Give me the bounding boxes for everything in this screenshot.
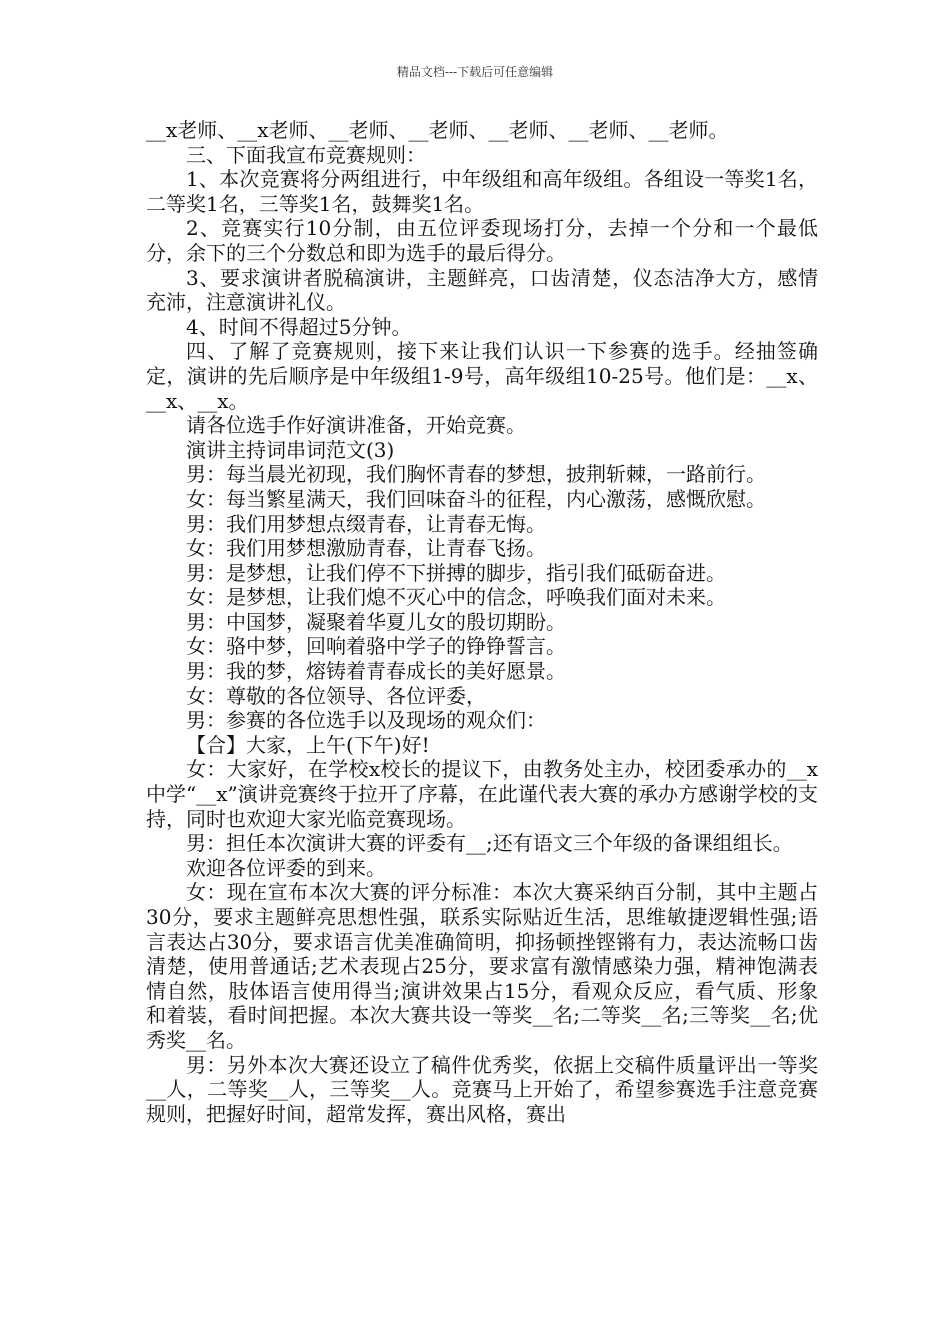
document-body xyxy=(146,118,818,1126)
paragraph: 女：骆中梦，回响着骆中学子的铮铮誓言。 xyxy=(186,634,566,659)
paragraph: 女：我们用梦想激励青春，让青春飞扬。 xyxy=(186,536,546,561)
paragraph: 4、时间不得超过5分钟。 xyxy=(186,314,412,339)
paragraph: 1、本次竞赛将分两组进行，中年级组和高年级组。各组设一等奖1名，二等奖1名，三等奖1名，鼓舞奖1名。 xyxy=(146,167,818,216)
paragraph: 欢迎各位评委的到来。 xyxy=(186,855,386,880)
paragraph: 男：中国梦，凝聚着华夏儿女的殷切期盼。 xyxy=(186,609,566,634)
paragraph: __x老师、__x老师、__老师、__老师、__老师、__老师、__老师。 xyxy=(146,118,729,142)
paragraph: 请各位选手作好演讲准备，开始竞赛。 xyxy=(186,413,526,438)
paragraph: 女：是梦想，让我们熄不灭心中的信念，呼唤我们面对未来。 xyxy=(186,585,726,610)
paragraph: 3、要求演讲者脱稿演讲，主题鲜亮，口齿清楚，仪态洁净大方，感情充沛，注意演讲礼仪。 xyxy=(146,265,818,315)
page-header: 精品文档---下载后可任意编辑 xyxy=(396,65,554,79)
paragraph: 女：大家好，在学校x校长的提议下，由教务处主办，校团委承办的__x中学“__x”演讲竞赛终于拉开了序幕，在此谨代表大赛的承办方感谢学校的支持，同时也欢迎大家光临竞赛现场。 xyxy=(146,757,818,831)
paragraph: 男：参赛的各位选手以及现场的观众们： xyxy=(186,708,546,733)
paragraph: 2、竞赛实行10分制，由五位评委现场打分，去掉一个分和一个最低分，余下的三个分数总和即为选手的最后得分。 xyxy=(146,216,818,265)
paragraph: 男：我们用梦想点缀青春，让青春无悔。 xyxy=(186,511,546,536)
paragraph: 四、了解了竞赛规则，接下来让我们认识一下参赛的选手。经抽签确定，演讲的先后顺序是中年级组1-9号，高年级组10-25号。他们是：__x、__x、__x。 xyxy=(146,339,818,413)
paragraph: 女：每当繁星满天，我们回味奋斗的征程，内心激荡，感慨欣慰。 xyxy=(186,486,766,511)
paragraph: 男：担任本次演讲大赛的评委有__;还有语文三个年级的备课组组长。 xyxy=(186,831,793,856)
paragraph: 男：另外本次大赛还设立了稿件优秀奖，依据上交稿件质量评出一等奖__人，二等奖__人，三等奖__人。竞赛马上开始了，希望参赛选手注意竞赛规则，把握好时间，超常发挥，赛出风格，赛出 xyxy=(146,1052,818,1126)
paragraph: 男：是梦想，让我们停不下拼搏的脚步，指引我们砥砺奋进。 xyxy=(186,560,726,585)
paragraph: 男：每当晨光初现，我们胸怀青春的梦想，披荆斩棘，一路前行。 xyxy=(186,462,766,487)
paragraph: 女：尊敬的各位领导、各位评委， xyxy=(186,683,486,708)
paragraph: 【合】大家，上午(下午)好! xyxy=(186,732,430,757)
paragraph: 男：我的梦，熔铸着青春成长的美好愿景。 xyxy=(186,659,566,684)
paragraph: 女：现在宣布本次大赛的评分标准：本次大赛采纳百分制，其中主题占30分，要求主题鲜亮思想性强，联系实际贴近生活，思维敏捷逻辑性强;语言表达占30分，要求语言优美准确简明，抑扬顿挫铿锵有力，表达流畅口齿清楚，使用普通话;艺术表现占25分，要求富有激情感染力强，精神饱满表情自然，肢体语言使用得当;演讲效果占15分，看观众反应，看气质、形象和着装，看时间把握。本次大赛共设一等奖__名;二等奖__名;三等奖__名;优秀奖__名。 xyxy=(146,880,818,1052)
section-heading: 演讲主持词串词范文(3) xyxy=(186,437,395,462)
paragraph: 三、下面我宣布竞赛规则： xyxy=(186,142,426,167)
